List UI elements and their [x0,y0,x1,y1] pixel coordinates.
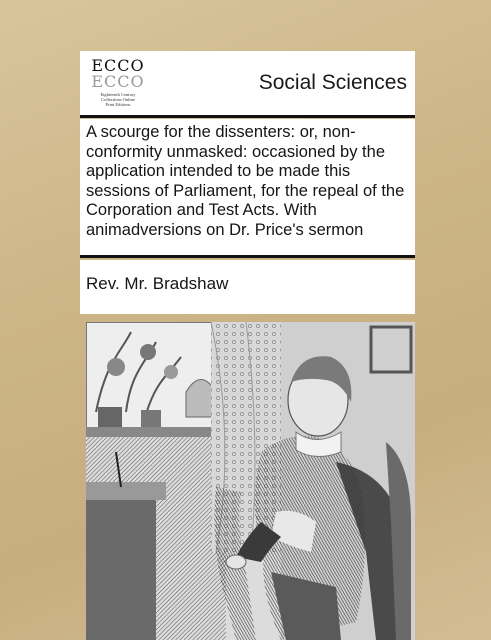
series-label: Social Sciences [258,71,407,94]
header-rule [80,115,415,118]
logo-sub-line-3: Print Editions [105,102,131,107]
logo-subtitle [88,92,148,107]
ecco-logo [88,58,148,112]
book-title: A scourge for the dissenters: or, non-conformity unmasked: occasioned by the application intended to be made this sessions of Parliament, for the repeal of the Corporation and Test Acts. With animadversions on Dr. Price's sermon [86,123,405,239]
logo-sub-line-2: Collections Online [101,97,135,102]
engraving-image [86,322,415,640]
book-author: Rev. Mr. Bradshaw [86,274,229,293]
header-panel [80,51,415,117]
logo-text-mid: ECCO [91,72,145,91]
logo-text-top: ECCO [91,56,145,75]
cover-illustration [86,322,415,640]
logo-sub-line-1: Eighteenth Century [100,92,136,97]
title-panel [80,119,415,258]
author-panel [80,260,415,314]
